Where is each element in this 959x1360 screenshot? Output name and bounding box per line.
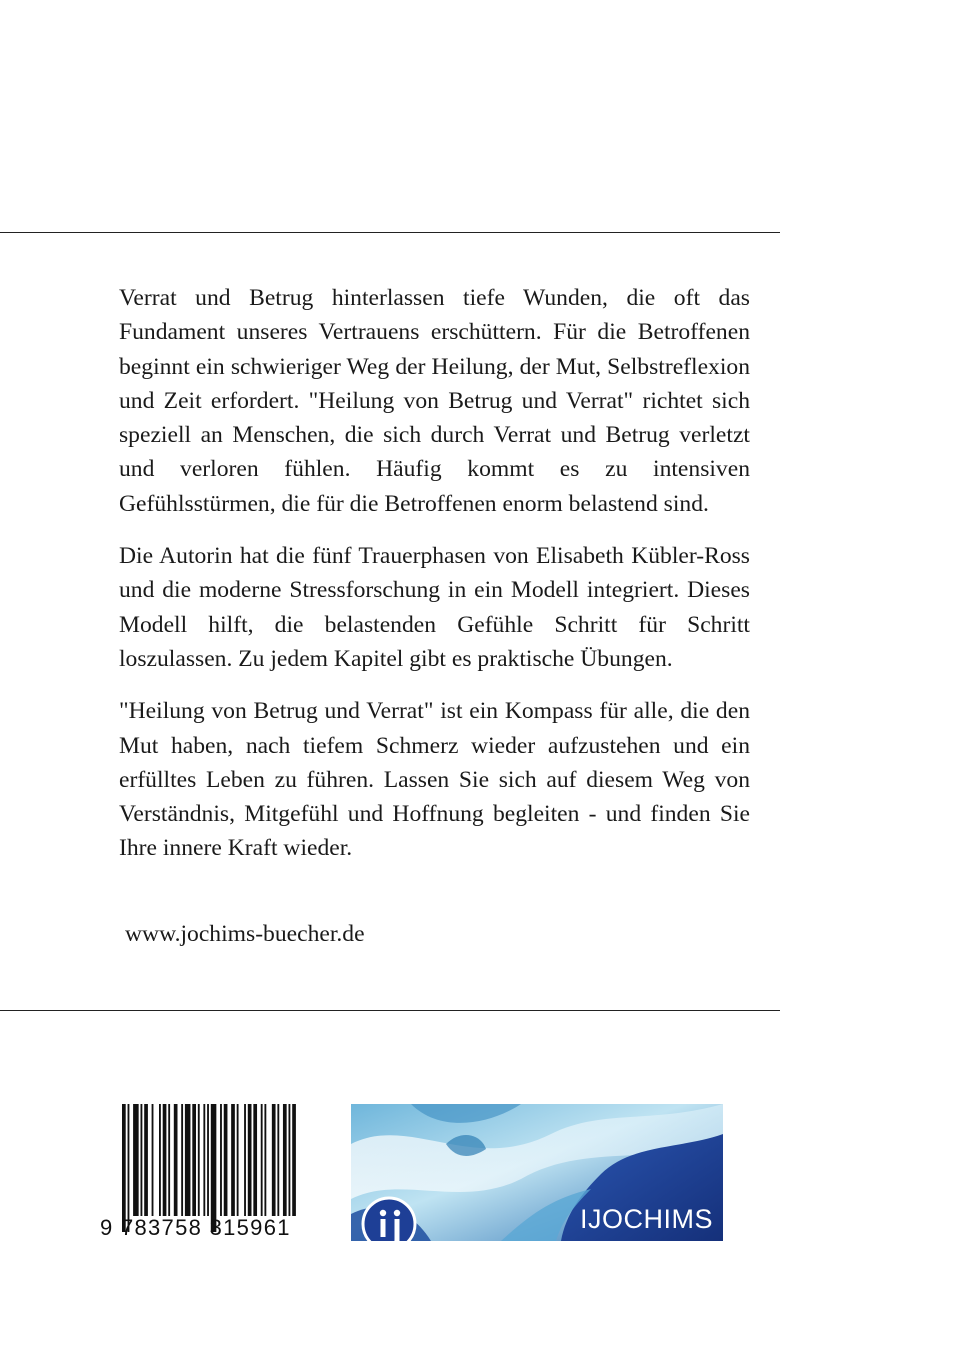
barcode-bar	[272, 1104, 276, 1216]
barcode-bar	[211, 1104, 217, 1232]
barcode-bar	[163, 1104, 167, 1216]
barcode-bar	[231, 1104, 235, 1216]
barcode-bar	[253, 1104, 257, 1216]
isbn-digits: 9 783758 315961	[100, 1215, 291, 1240]
blurb-paragraph-1: Verrat und Betrug hinterlassen tiefe Wunden, die oft das Fundament unseres Vertrauens erschüttern. Für die Betroffenen beginnt ein schwieriger Weg der Heilung, der Mut, Selbstreflexion und Zeit erfordert. "Heilung von Betrug und Verrat" richtet sich speziell an Menschen, die sich durch Verrat und Betrug verletzt und verloren fühlen. Häufig kommt es zu intensiven Gefühlsstürmen, die für die Betroffenen enorm belastend sind.	[119, 285, 750, 517]
barcode-bar	[207, 1104, 209, 1216]
barcode-bar	[277, 1104, 279, 1216]
publisher-website-link[interactable]: www.jochims-buecher.de	[125, 921, 365, 947]
barcode-bar	[198, 1104, 200, 1216]
barcode-bar	[152, 1104, 154, 1216]
barcode-bar	[237, 1104, 239, 1216]
barcode-bar	[144, 1104, 148, 1216]
barcode-bar	[224, 1104, 228, 1216]
barcode-bar	[174, 1104, 178, 1216]
barcode-bar	[248, 1104, 252, 1216]
barcode-bar	[283, 1104, 287, 1216]
barcode-bar	[141, 1104, 143, 1216]
publisher-logo	[351, 1104, 723, 1241]
barcode-bar	[220, 1104, 222, 1216]
barcode-bar	[133, 1104, 139, 1216]
blurb-paragraph-2: Die Autorin hat die fünf Trauerphasen von Elisabeth Kübler-Ross und die moderne Stressforschung in ein Modell integriert. Dieses Modell hilft, die belastenden Gefühle Schritt für Schritt loszulassen. Zu jedem Kapitel gibt es praktische Übungen.	[119, 543, 750, 672]
bottom-divider	[0, 1010, 780, 1011]
barcode-bar	[292, 1104, 296, 1216]
blurb-paragraph-3: "Heilung von Betrug und Verrat" ist ein Kompass für alle, die den Mut haben, nach tiefem Schmerz wieder aufzustehen und ein erfülltes Leben zu führen. Lassen Sie sich auf diesem Weg von Verständnis, Mitgefühl und Hoffnung begleiten - und finden Sie Ihre innere Kraft wieder.	[119, 698, 750, 862]
barcode-bar	[261, 1104, 263, 1216]
back-cover-blurb	[119, 281, 750, 884]
top-divider	[0, 232, 780, 233]
publisher-logo-text: IJOCHIMS	[579, 1204, 713, 1234]
barcode-bar	[192, 1104, 196, 1216]
barcode-bar	[289, 1104, 291, 1216]
barcode-bar	[185, 1104, 191, 1216]
barcode-bar	[168, 1104, 170, 1216]
barcode-bar	[203, 1104, 205, 1216]
barcode-bar	[122, 1104, 126, 1232]
barcode-bar	[244, 1104, 246, 1216]
barcode-bar	[264, 1104, 266, 1216]
barcode-bar	[159, 1104, 161, 1216]
barcode-bar	[128, 1104, 130, 1232]
barcode-bar	[181, 1104, 183, 1216]
